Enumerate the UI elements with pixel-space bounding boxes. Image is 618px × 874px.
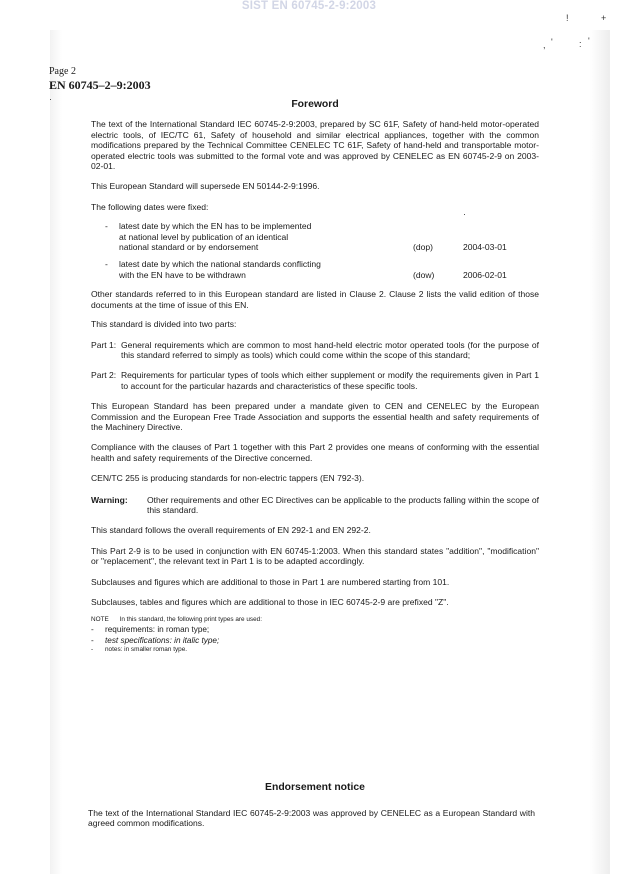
foreword-title: Foreword: [291, 99, 339, 110]
foreword-paragraph: Subclauses and figures which are additional to those in Part 1 are numbered starting from 101.: [91, 576, 450, 587]
scan-speck: ,: [543, 40, 546, 50]
list-item-text: at national level by publication of an identical: [119, 231, 289, 242]
date-value: 2004-03-01: [463, 242, 507, 253]
part-2-description: [91, 370, 539, 391]
note-text: In this standard, the following print types are used:: [119, 616, 262, 624]
foreword-paragraph: The following dates were fixed:: [91, 201, 209, 212]
note-block: [91, 616, 539, 654]
scan-speck: !: [566, 13, 569, 23]
endorsement-text: The text of the International Standard IEC 60745-2-9:2003 was approved by CENELEC as a European Standard with agreed common modifications.: [88, 808, 535, 829]
foreword-paragraph: This standard follows the overall requirements of EN 292-1 and EN 292-2.: [91, 525, 371, 536]
list-dash: -: [105, 221, 108, 232]
foreword-paragraph: CEN/TC 255 is producing standards for non-electric tappers (EN 792-3).: [91, 473, 365, 484]
list-item-text: national standard or by endorsement: [119, 242, 259, 253]
note-item: [91, 646, 539, 655]
document-code: EN 60745–2–9:2003: [49, 78, 151, 92]
foreword-paragraph: The text of the International Standard IEC 60745-2-9:2003, prepared by SC 61F, Safety of hand-held motor-operated electric tools, of IEC/TC 61, Safety of household and similar electrical appliances, together with the common modifications prepared by the Technical Committee CENELEC TC 61F, Safety of hand-held and transportable motor-operated electric tools was submitted to the formal vote and was approved by CENELEC as EN 60745-2-9 on 2003-02-01.: [91, 119, 539, 172]
part-text: General requirements which are common to most hand-held electric motor operated tools (for the purpose of this standard referred to simply as tools) which could come within the scope of this standard;: [121, 339, 539, 360]
list-dash: -: [105, 259, 108, 270]
part-label: Part 2:: [91, 370, 117, 381]
part-text: Requirements for particular types of tools which either supplement or modify the requirements given in Part 1 to account for the particular hazards and characteristics of these specific tools.: [121, 370, 539, 391]
page-number: Page 2: [49, 66, 76, 77]
date-value: 2006-02-01: [463, 269, 507, 280]
foreword-section: [91, 100, 539, 655]
dates-list: [91, 221, 539, 280]
foreword-paragraph: This Part 2-9 is to be used in conjunction with EN 60745-1:2003. When this standard states "addition", "modification" or "replacement", the relevant text in Part 1 is to be adapted accordingly.: [91, 545, 539, 567]
date-abbreviation: (dop): [413, 242, 433, 253]
page-header: [49, 66, 151, 93]
scan-speck: ': [588, 36, 590, 46]
list-dash: -: [91, 646, 94, 654]
part-label: Part 1:: [91, 339, 117, 350]
foreword-paragraph: Other standards referred to in this European standard are listed in Clause 2. Clause 2 lists the valid edition of those documents at the time of issue of this EN.: [91, 289, 539, 310]
list-item-text: with the EN have to be withdrawn: [119, 269, 246, 280]
warning-text: Other requirements and other EC Directives can be applicable to the products falling within the scope of this standard.: [147, 494, 539, 515]
list-item-text: latest date by which the EN has to be implemented: [119, 221, 312, 232]
date-abbreviation: (dow): [413, 269, 435, 280]
scan-speck: :: [579, 39, 582, 49]
foreword-paragraph: This standard is divided into two parts:: [91, 319, 237, 330]
list-dash: -: [91, 625, 94, 634]
note-label: NOTE: [91, 616, 109, 624]
foreword-paragraph: This European Standard has been prepared under a mandate given to CEN and CENELEC by the European Commission and the European Free Trade Association and supports the essential health and safety requirements of the Machinery Directive.: [91, 401, 539, 432]
list-item: [91, 259, 539, 280]
scan-speck: ·: [49, 94, 52, 104]
foreword-paragraph: Subclauses, tables and figures which are additional to those in IEC 60745-2-9 are prefixed "Z".: [91, 597, 449, 607]
endorsement-title: Endorsement notice: [265, 782, 365, 793]
note-item: [91, 636, 539, 647]
scan-speck: +: [601, 13, 607, 23]
note-item: [91, 625, 539, 636]
scan-speck: ·: [463, 209, 466, 219]
list-item-text: latest date by which the national standards conflicting: [119, 259, 321, 270]
list-item: [91, 221, 539, 252]
note-item-text: requirements: in roman type;: [105, 625, 210, 634]
foreword-paragraph: Compliance with the clauses of Part 1 together with this Part 2 provides one means of conforming with the essential health and safety requirements of the Directive concerned.: [91, 442, 539, 463]
part-1-description: [91, 340, 539, 361]
scan-speck: ': [551, 37, 553, 47]
note-item-text: test specifications: in italic type;: [105, 635, 220, 645]
warning-block: [91, 495, 539, 516]
watermark: SIST EN 60745-2-9:2003: [241, 0, 377, 12]
warning-label: Warning:: [91, 494, 128, 505]
list-dash: -: [91, 635, 94, 645]
note-item-text: notes: in smaller roman type.: [105, 646, 188, 654]
foreword-paragraph: This European Standard will supersede EN 50144-2-9:1996.: [91, 181, 320, 192]
